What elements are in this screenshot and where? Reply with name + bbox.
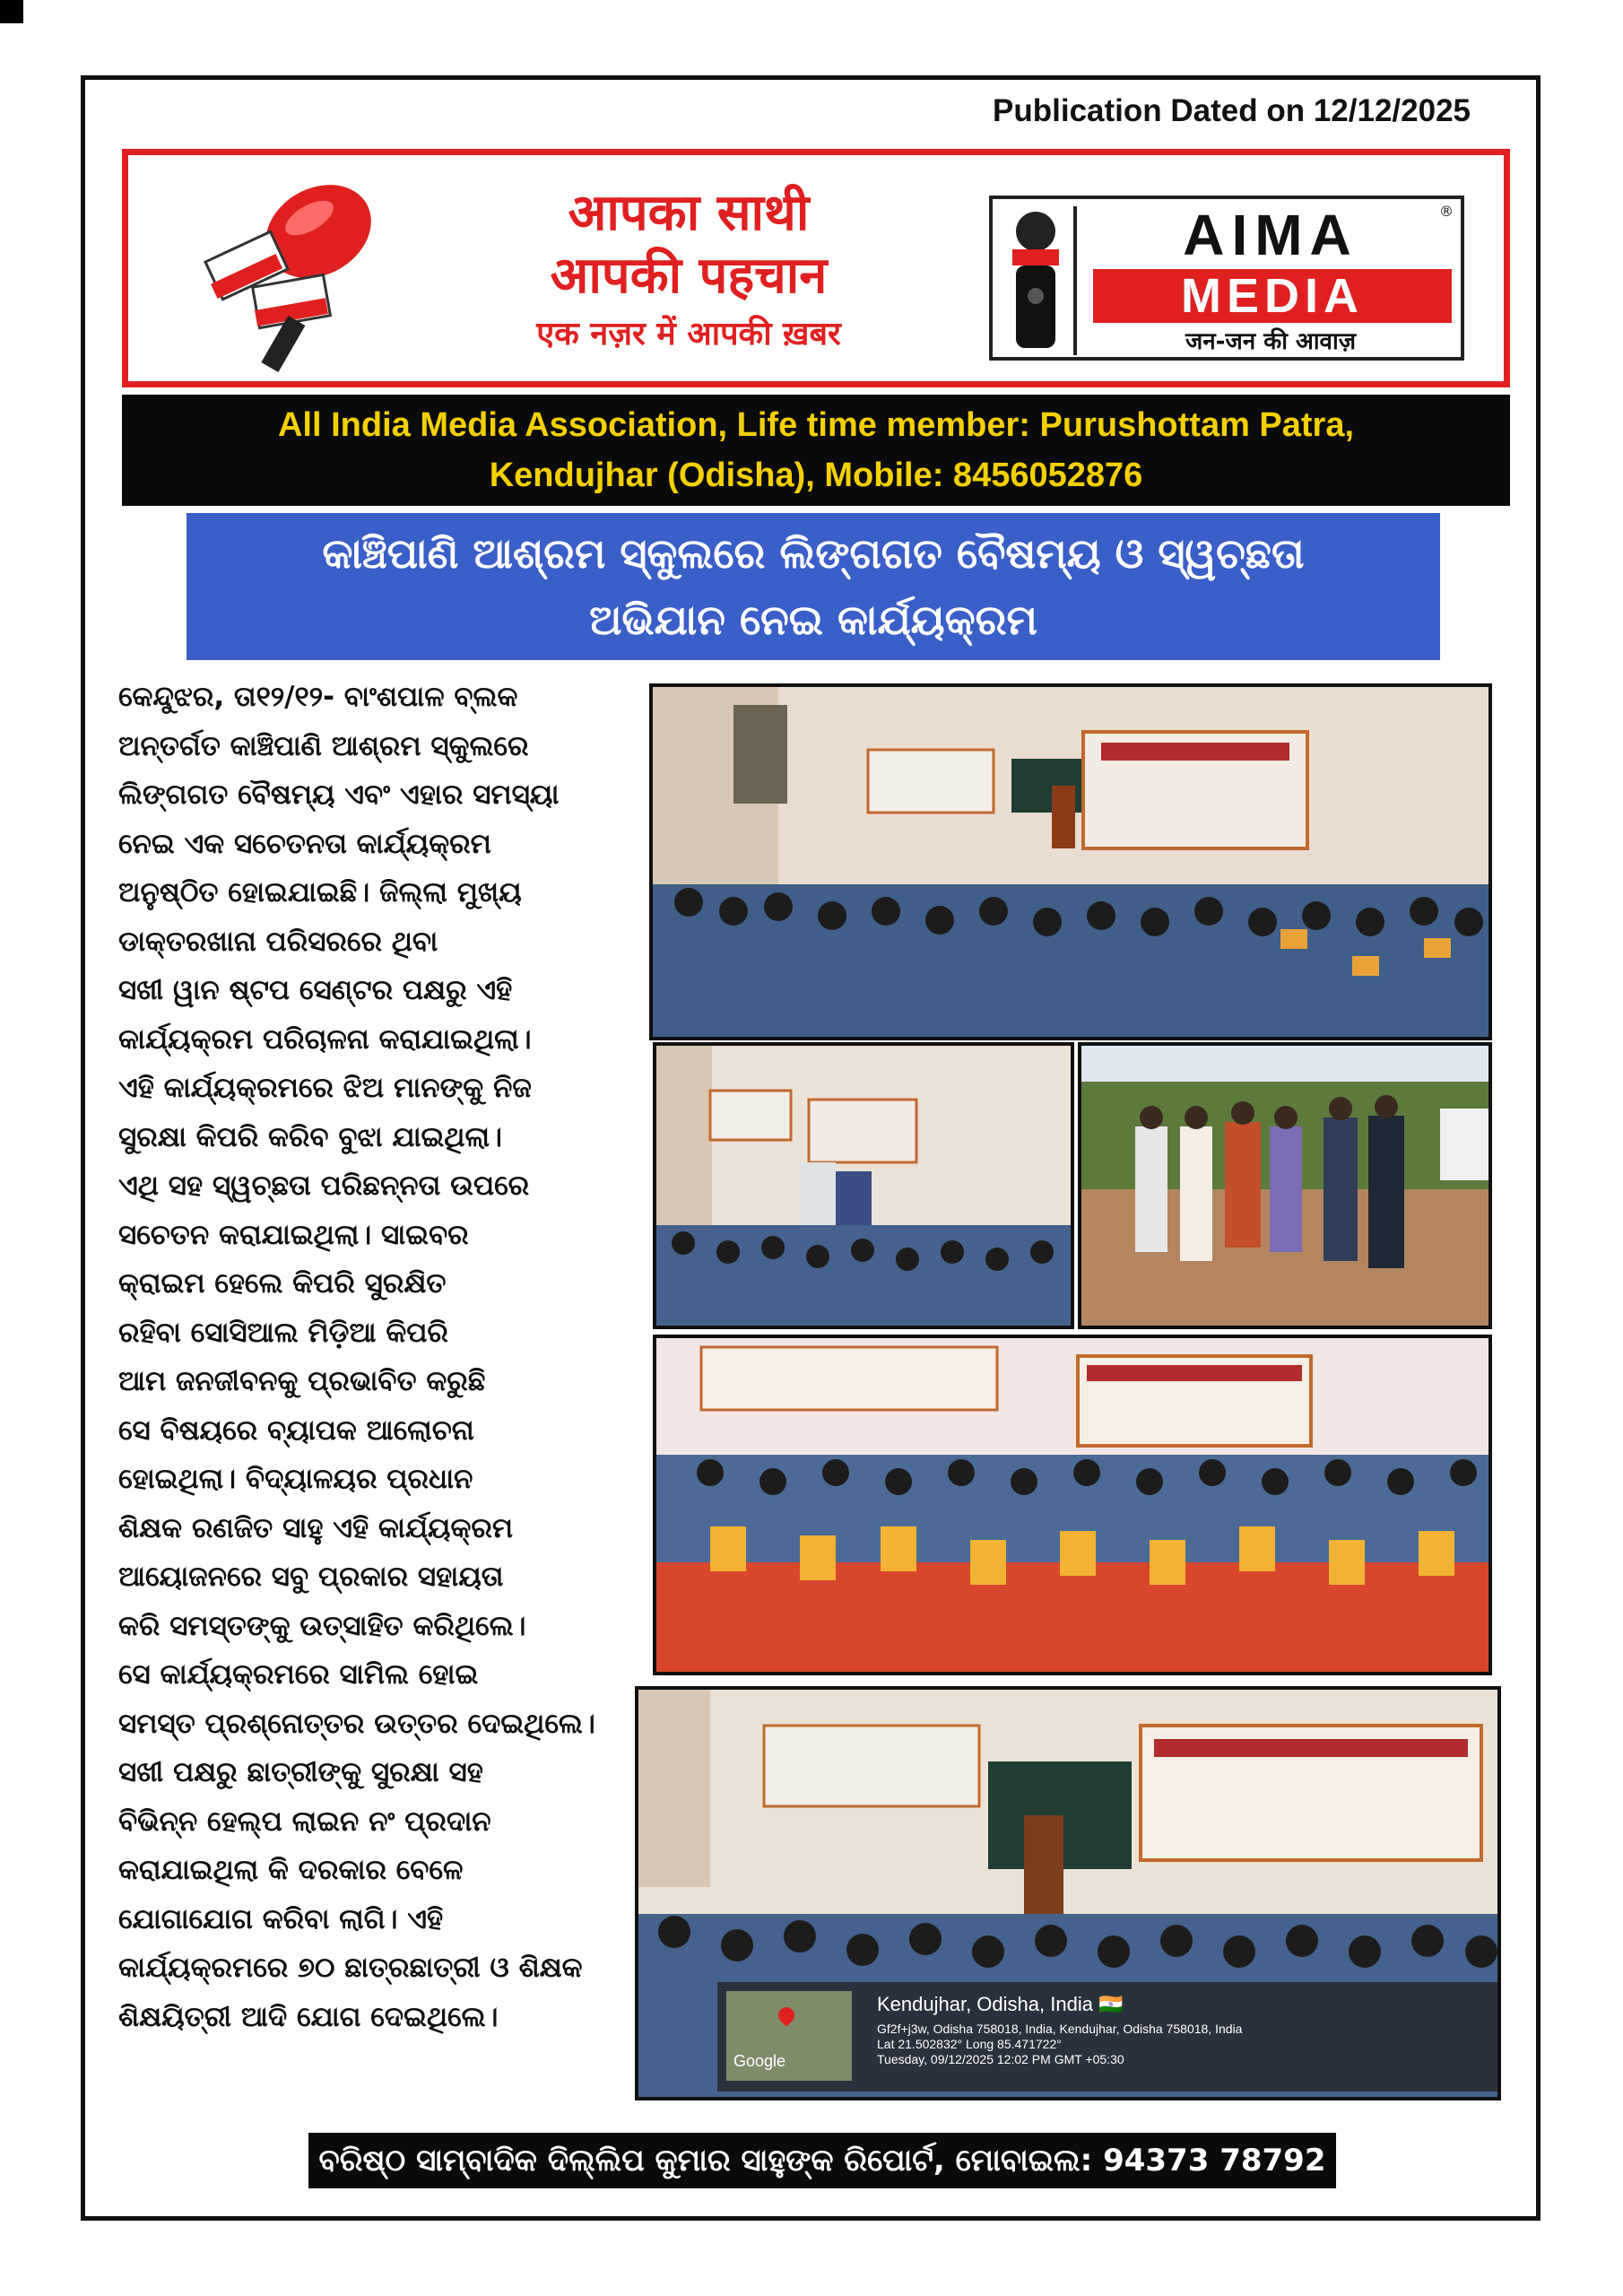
headline-line-2: ଅଭିଯାନ ନେଇ କାର୍ଯ୍ୟକ୍ରମ (589, 596, 1037, 644)
photo-classroom-wide (649, 683, 1492, 1040)
reporter-credit-bar: ବରିଷ୍ଠ ସାମ୍ବାଦିକ ଦିଲ୍ଲିପ କୁମାର ସାହୁଙ୍କ ରିପୋର୍ଟ, ମୋବାଇଲ: 94373 78792 (308, 2133, 1336, 2188)
article-body (118, 673, 621, 2041)
article-headline (187, 513, 1440, 660)
article-line: କରାଯାଇଥିଲା କି ଦରକାର ବେଳେ (118, 1854, 464, 1886)
member-line-2: Kendujhar (Odisha), Mobile: 8456052876 (489, 457, 1143, 494)
article-line: ଲିଙ୍ଗଗତ ବୈଷମ୍ୟ ଏବଂ ଏହାର ସମସ୍ୟା (118, 778, 560, 811)
article-line: ଶିକ୍ଷୟିତ୍ରୀ ଆଦି ଯୋଗ ଦେଇଥିଲେ। (118, 2000, 499, 2033)
publication-date: Publication Dated on 12/12/2025 (993, 93, 1471, 128)
article-line: ନେଇ ଏକ ସଚେତନତା କାର୍ଯ୍ୟକ୍ରମ (118, 827, 491, 860)
article-line: ସଖୀ ପକ୍ଷରୁ ଛାତ୍ରୀଙ୍କୁ ସୁରକ୍ଷା ସହ (118, 1756, 483, 1788)
article-line: ଅନ୍ତର୍ଗତ କାଞ୍ଚିପାଣି ଆଶ୍ରମ ସ୍କୁଲରେ (118, 729, 529, 762)
article-line: କାର୍ଯ୍ୟକ୍ରମ ପରିଚାଳନା କରାଯାଇଥିଲା। (118, 1022, 532, 1056)
article-line: ସୁରକ୍ଷା କିପରି କରିବ ବୁଝା ଯାଇଥିଲା। (118, 1120, 502, 1153)
map-provider-label: Google (733, 2052, 786, 2070)
article-line: ଡାକ୍ତରଖାନା ପରିସରରେ ଥିବା (118, 925, 438, 958)
geotag-city: Kendujhar, Odisha, India 🇮🇳 (877, 1993, 1124, 2015)
logo-tagline: जन-जन की आवाज़ (1185, 328, 1357, 355)
article-line: ସଚେତନ କରାଯାଇଥିଲା। ସାଇବର (118, 1218, 469, 1251)
slogan (433, 182, 944, 361)
slogan-line-3: एक नज़र में आपकी ख़बर (536, 316, 841, 352)
microphone-icon (184, 182, 381, 379)
article-line: ଏହି କାର୍ଯ୍ୟକ୍ରମରେ ଝିଅ ମାନଙ୍କୁ ନିଜ (118, 1072, 532, 1104)
corner-mark (0, 0, 23, 23)
article-line: ବିଭିନ୍ନ ହେଲ୍ପ ଲାଇନ ନଂ ପ୍ରଦାନ (118, 1805, 491, 1838)
photo-classroom-speakers (653, 1042, 1074, 1329)
article-line: ଅନୁଷ୍ଠିତ ହୋଇଯାଇଛି। ଜିଲ୍ଲା ମୁଖ୍ୟ (118, 876, 522, 909)
article-line: କ୍ରାଇମ ହେଲେ କିପରି ସୁରକ୍ଷିତ (118, 1267, 447, 1300)
logo-media-text: MEDIA (1093, 269, 1452, 323)
article-line: ସେ ବିଷୟରେ ବ୍ୟାପକ ଆଲୋଚନା (118, 1413, 474, 1447)
headline-line-1: କାଞ୍ଚିପାଣି ଆଶ୍ରମ ସ୍କୁଲରେ ଲିଙ୍ଗଗତ ବୈଷମ୍ୟ ଓ ସ୍ୱଚ୍ଛତା (322, 529, 1305, 578)
geotag-coords: Lat 21.502832° Long 85.471722° (877, 2037, 1062, 2051)
slogan-line-1: आपका साथी (568, 184, 810, 242)
masthead-banner (122, 149, 1510, 387)
member-info-bar (122, 395, 1510, 506)
article-line: ସେ କାର୍ଯ୍ୟକ୍ରମରେ ସାମିଲ ହୋଇ (118, 1658, 479, 1691)
geotag-timestamp: Tuesday, 09/12/2025 12:02 PM GMT +05:30 (877, 2052, 1124, 2066)
article-line: ଏଥି ସହ ସ୍ୱଚ୍ଛତା ପରିଛନ୍ନତା ଉପରେ (118, 1170, 530, 1202)
article-line: କେନ୍ଦୁଝର, ତା୧୨/୧୨- ବାଂଶପାଳ ବ୍ଲକ (118, 681, 518, 713)
aima-media-logo (989, 196, 1464, 361)
article-line: ଶିକ୍ଷକ ରଣଜିତ ସାହୁ ଏହି କାର୍ଯ୍ୟକ୍ରମ (118, 1511, 514, 1544)
geotag-overlay (717, 1982, 1497, 2092)
geotag-address: Gf2f+j3w, Odisha 758018, India, Kendujhar, Odisha 758018, India (877, 2022, 1243, 2036)
logo-aima-text: AIMA (1183, 203, 1358, 267)
article-line: ରହିବା ସୋସିଆଲ ମିଡ଼ିଆ କିପରି (118, 1316, 448, 1349)
slogan-line-2: आपकी पहचान (550, 247, 828, 305)
photo-outdoor-group (1078, 1042, 1492, 1329)
article-line: ଯୋଗାଯୋଗ କରିବା ଲାଗି। ଏହି (118, 1902, 444, 1935)
article-line: କାର୍ଯ୍ୟକ୍ରମରେ ୭୦ ଛାତ୍ରଛାତ୍ରୀ ଓ ଶିକ୍ଷକ (118, 1952, 583, 1984)
article-line: ଆମ ଜନଜୀବନକୁ ପ୍ରଭାବିତ କରୁଛି (118, 1365, 486, 1397)
registered-mark: ® (1439, 203, 1454, 220)
geotag-details (877, 2022, 1487, 2067)
article-line: କରି ସମସ୍ତଙ୍କୁ ଉତ୍ସାହିତ କରିଥିଲେ। (118, 1609, 526, 1642)
member-line-1: All India Media Association, Life time member: Purushottam Patra, (277, 406, 1355, 444)
article-line: ଆୟୋଜନରେ ସବୁ ପ୍ରକାର ସହାୟତା (118, 1561, 504, 1593)
article-line: ହୋଇଥିଲା। ବିଦ୍ୟାଳୟର ପ୍ରଧାନ (118, 1463, 473, 1495)
article-line: ସଖୀ ୱାନ ଷ୍ଟପ ସେଣ୍ଟର ପକ୍ଷରୁ ଏହି (118, 974, 513, 1006)
photo-students-booklets (653, 1335, 1492, 1675)
logo-microphone-icon (1002, 206, 1077, 355)
article-line: ସମସ୍ତ ପ୍ରଶ୍ନୋତ୍ତର ଉତ୍ତର ଦେଇଥିଲେ। (118, 1707, 595, 1740)
